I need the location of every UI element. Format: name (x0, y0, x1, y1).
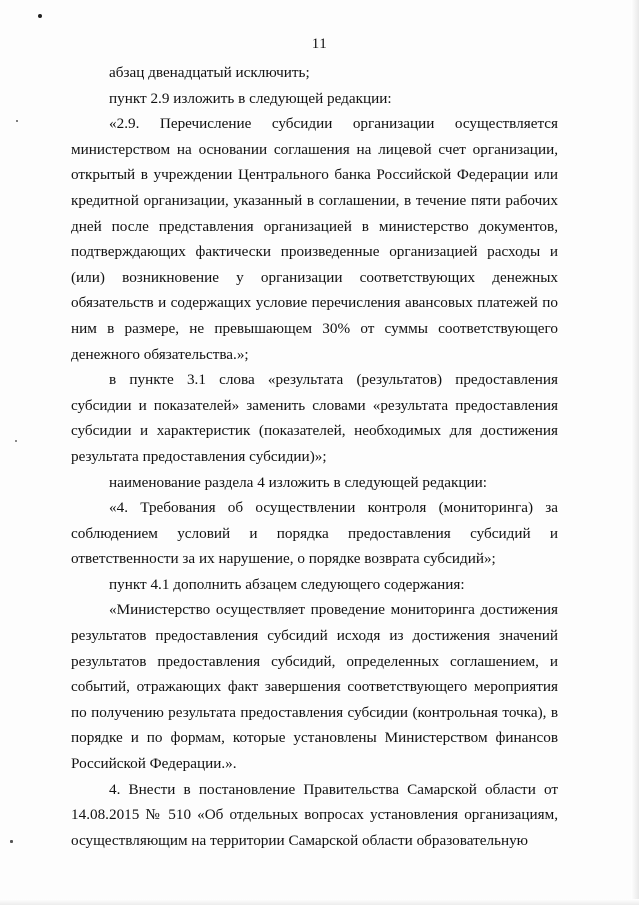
page-bottom-shadow (0, 899, 639, 905)
document-body (71, 60, 558, 853)
paragraph-8: «Министерство осуществляет проведение мониторинга достижения результатов предоставления субсидий исходя из достижения значений результатов предоставления субсидий, определенных соглашением, и событий, отражающих факт завершения соответствующего мероприятия по получению результата предоставления субсидии (контрольная точка), в порядке и по формам, которые установлены Министерством финансов Российской Федерации.». (71, 601, 558, 773)
paragraph-4: в пункте 3.1 слова «результата (результатов) предоставления субсидии и показателей» заменить словами «результата предоставления субсидии и характеристик (показателей, необходимых для достижения результата предоставления субсидии)»; (71, 371, 558, 465)
paragraph-1: абзац двенадцатый исключить; (109, 64, 310, 81)
paragraph-2: пункт 2.9 изложить в следующей редакции: (109, 89, 392, 107)
paragraph-7: пункт 4.1 дополнить абзацем следующего содержания: (109, 575, 465, 593)
scan-speck (16, 120, 18, 122)
paragraph-5: наименование раздела 4 изложить в следующей редакции: (109, 473, 487, 491)
page-edge-shadow (631, 0, 639, 905)
paragraph-6: «4. Требования об осуществлении контроля (мониторинга) за соблюдением условий и порядка предоставления субсидий и ответственности за их нарушение, о порядке возврата субсидий»; (71, 499, 558, 568)
paragraph-3: «2.9. Перечисление субсидии организации осуществляется министерством на основании соглашения на лицевой счет организации, открытый в учреждении Центрального банка Российской Федерации или кредитной организации, указанный в соглашении, в течение пяти рабочих дней после представления организацией в министерство документов, подтверждающих фактически произведенные организацией расходы и (или) возникновение у организации соответствующих денежных обязательств и содержащих условие перечисления авансовых платежей по ним в размере, не превышающем 30% от суммы соответствующего денежного обязательства.»; (71, 115, 558, 363)
scan-speck (15, 440, 17, 442)
scan-speck (10, 840, 13, 843)
page-number: 11 (311, 36, 328, 52)
scan-speck (38, 14, 42, 18)
paragraph-9: 4. Внести в постановление Правительства Самарской области от 14.08.2015 № 510 «Об отдельных вопросах установления организациям, осуществляющим на территории Самарской области образовательную (71, 780, 558, 849)
